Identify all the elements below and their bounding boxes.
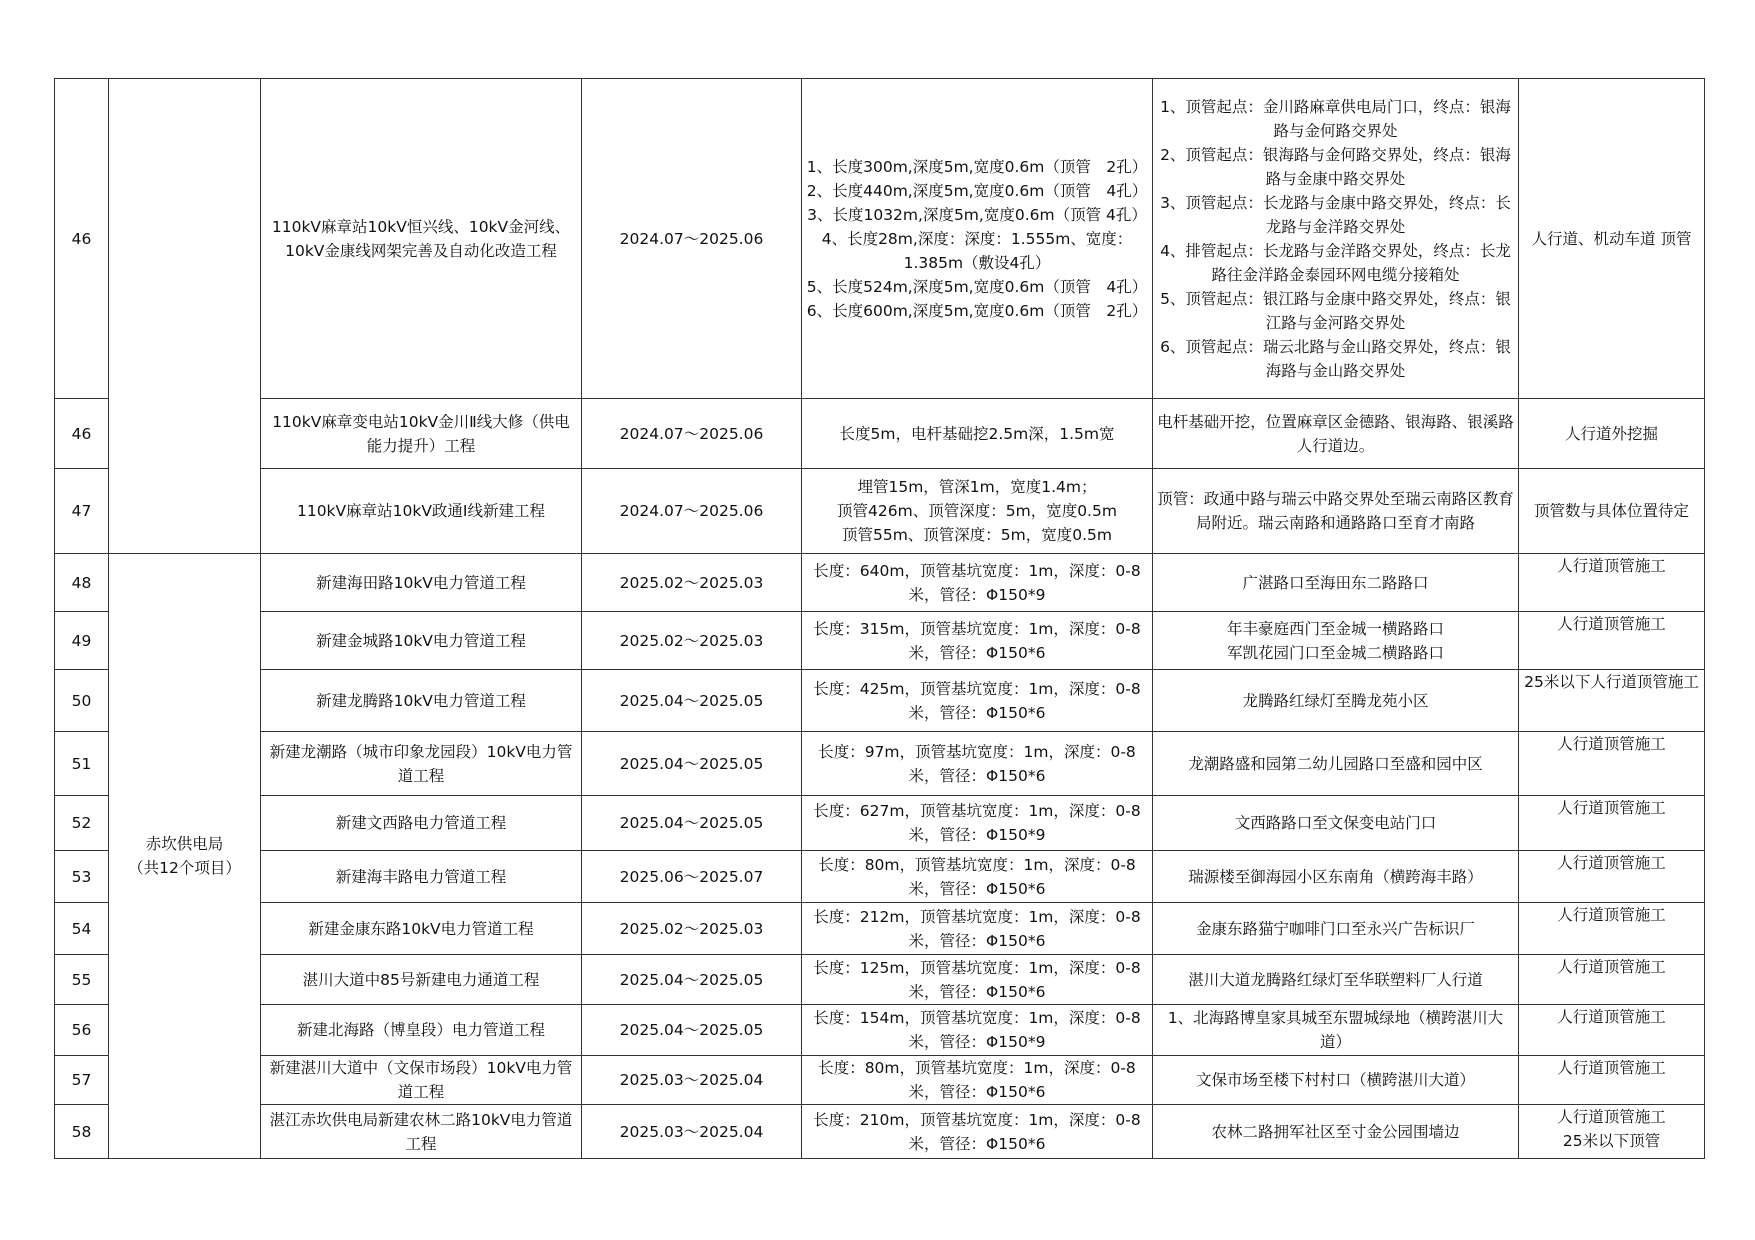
row-number: 55 <box>55 955 109 1005</box>
table-row <box>55 1105 1705 1159</box>
construction-location: 龙潮路盛和园第二幼儿园路口至盛和园中区 <box>1153 732 1519 796</box>
construction-location: 1、北海路博皇家具城至东盟城绿地（横跨湛川大道） <box>1153 1005 1519 1056</box>
row-number: 46 <box>55 399 109 469</box>
row-number: 57 <box>55 1056 109 1105</box>
project-name: 新建海田路10kV电力管道工程 <box>261 554 582 612</box>
table-row <box>55 670 1705 732</box>
unit-cell-continued <box>109 79 261 554</box>
project-name: 新建龙腾路10kV电力管道工程 <box>261 670 582 732</box>
project-name: 湛江赤坎供电局新建农林二路10kV电力管道工程 <box>261 1105 582 1159</box>
row-number: 58 <box>55 1105 109 1159</box>
construction-scale: 长度：627m，顶管基坑宽度：1m，深度：0-8米，管径：Φ150*9 <box>802 796 1153 851</box>
row-number: 50 <box>55 670 109 732</box>
construction-period: 2025.02～2025.03 <box>582 903 802 955</box>
table-row <box>55 851 1705 903</box>
construction-period: 2025.03～2025.04 <box>582 1056 802 1105</box>
construction-scale: 长度：210m，顶管基坑宽度：1m，深度：0-8米，管径：Φ150*6 <box>802 1105 1153 1159</box>
construction-scale: 长度：97m，顶管基坑宽度：1m，深度：0-8米，管径：Φ150*6 <box>802 732 1153 796</box>
construction-method: 人行道顶管施工 <box>1519 1056 1705 1105</box>
construction-location: 文保市场至楼下村村口（横跨湛川大道） <box>1153 1056 1519 1105</box>
construction-method: 人行道顶管施工 <box>1519 796 1705 851</box>
project-name: 110kV麻章站10kV政通Ⅰ线新建工程 <box>261 469 582 554</box>
construction-scale: 埋管15m，管深1m，宽度1.4m； 顶管426m、顶管深度：5m，宽度0.5m 顶管55m、顶管深度：5m，宽度0.5m <box>802 469 1153 554</box>
project-name: 新建北海路（博皇段）电力管道工程 <box>261 1005 582 1056</box>
construction-scale: 长度：154m，顶管基坑宽度：1m，深度：0-8米，管径：Φ150*9 <box>802 1005 1153 1056</box>
construction-period: 2025.04～2025.05 <box>582 955 802 1005</box>
table-row <box>55 79 1705 399</box>
construction-method: 25米以下人行道顶管施工 <box>1519 670 1705 732</box>
construction-scale: 1、长度300m,深度5m,宽度0.6m（顶管 2孔） 2、长度440m,深度5m,宽度0.6m（顶管 4孔） 3、长度1032m,深度5m,宽度0.6m（顶管 4孔） 4、长度28m,深度：深度：1.555m、宽度：1.385m（敷设4孔） 5、长度524m,深度5m,宽度0.6m（顶管 4孔） 6、长度600m,深度5m,宽度0.6m（顶管 2孔） <box>802 79 1153 399</box>
construction-method: 人行道顶管施工 <box>1519 1005 1705 1056</box>
construction-period: 2024.07～2025.06 <box>582 469 802 554</box>
construction-location: 顶管：政通中路与瑞云中路交界处至瑞云南路区教育局附近。瑞云南路和通路路口至育才南路 <box>1153 469 1519 554</box>
row-number: 49 <box>55 612 109 670</box>
project-name: 新建金康东路10kV电力管道工程 <box>261 903 582 955</box>
project-name: 新建金城路10kV电力管道工程 <box>261 612 582 670</box>
row-number: 47 <box>55 469 109 554</box>
row-number: 51 <box>55 732 109 796</box>
construction-method: 人行道外挖掘 <box>1519 399 1705 469</box>
construction-scale: 长度：80m，顶管基坑宽度：1m，深度：0-8米，管径：Φ150*6 <box>802 851 1153 903</box>
construction-method: 人行道顶管施工 <box>1519 732 1705 796</box>
construction-scale: 长度：425m，顶管基坑宽度：1m，深度：0-8米，管径：Φ150*6 <box>802 670 1153 732</box>
unit-group-label: 赤坎供电局 （共12个项目） <box>109 554 261 1159</box>
project-name: 110kV麻章变电站10kV金川Ⅱ线大修（供电能力提升）工程 <box>261 399 582 469</box>
project-name: 新建海丰路电力管道工程 <box>261 851 582 903</box>
table-row <box>55 903 1705 955</box>
construction-location: 湛川大道龙腾路红绿灯至华联塑料厂人行道 <box>1153 955 1519 1005</box>
table-row <box>55 469 1705 554</box>
construction-period: 2024.07～2025.06 <box>582 79 802 399</box>
construction-scale: 长度：212m，顶管基坑宽度：1m，深度：0-8米，管径：Φ150*6 <box>802 903 1153 955</box>
row-number: 53 <box>55 851 109 903</box>
construction-method: 顶管数与具体位置待定 <box>1519 469 1705 554</box>
construction-period: 2025.04～2025.05 <box>582 670 802 732</box>
construction-period: 2025.03～2025.04 <box>582 1105 802 1159</box>
project-name: 新建湛川大道中（文保市场段）10kV电力管道工程 <box>261 1056 582 1105</box>
project-table-body <box>55 79 1705 1159</box>
project-name: 新建龙潮路（城市印象龙园段）10kV电力管道工程 <box>261 732 582 796</box>
table-row <box>55 796 1705 851</box>
construction-location: 金康东路猫宁咖啡门口至永兴广告标识厂 <box>1153 903 1519 955</box>
table-row <box>55 612 1705 670</box>
project-name: 湛川大道中85号新建电力通道工程 <box>261 955 582 1005</box>
construction-location: 电杆基础开挖，位置麻章区金德路、银海路、银溪路人行道边。 <box>1153 399 1519 469</box>
project-name: 110kV麻章站10kV恒兴线、10kV金河线、10kV金康线网架完善及自动化改造工程 <box>261 79 582 399</box>
project-table <box>54 78 1705 1159</box>
construction-method: 人行道、机动车道 顶管 <box>1519 79 1705 399</box>
construction-scale: 长度：80m，顶管基坑宽度：1m，深度：0-8米，管径：Φ150*6 <box>802 1056 1153 1105</box>
construction-location: 1、顶管起点：金川路麻章供电局门口，终点：银海路与金何路交界处 2、顶管起点：银海路与金何路交界处，终点：银海路与金康中路交界处 3、顶管起点：长龙路与金康中路交界处，终点：长龙路与金洋路交界处 4、排管起点：长龙路与金洋路交界处，终点：长龙路往金洋路金泰园环网电缆分接箱处 5、顶管起点：银江路与金康中路交界处，终点：银江路与金河路交界处 6、顶管起点：瑞云北路与金山路交界处，终点：银海路与金山路交界处 <box>1153 79 1519 399</box>
construction-method: 人行道顶管施工 <box>1519 903 1705 955</box>
construction-method: 人行道顶管施工 <box>1519 612 1705 670</box>
construction-scale: 长度：640m，顶管基坑宽度：1m，深度：0-8米，管径：Φ150*9 <box>802 554 1153 612</box>
construction-scale: 长度：315m，顶管基坑宽度：1m，深度：0-8米，管径：Φ150*6 <box>802 612 1153 670</box>
row-number: 54 <box>55 903 109 955</box>
construction-method: 人行道顶管施工 <box>1519 851 1705 903</box>
table-row <box>55 732 1705 796</box>
construction-method: 人行道顶管施工 <box>1519 554 1705 612</box>
construction-location: 瑞源楼至御海园小区东南角（横跨海丰路） <box>1153 851 1519 903</box>
table-row <box>55 1005 1705 1056</box>
project-name: 新建文西路电力管道工程 <box>261 796 582 851</box>
table-row <box>55 399 1705 469</box>
construction-method: 人行道顶管施工 <box>1519 955 1705 1005</box>
construction-location: 年丰豪庭西门至金城一横路路口 军凯花园门口至金城二横路路口 <box>1153 612 1519 670</box>
construction-location: 农林二路拥军社区至寸金公园围墙边 <box>1153 1105 1519 1159</box>
table-row <box>55 955 1705 1005</box>
construction-location: 文西路路口至文保变电站门口 <box>1153 796 1519 851</box>
construction-period: 2025.02～2025.03 <box>582 554 802 612</box>
row-number: 56 <box>55 1005 109 1056</box>
row-number: 52 <box>55 796 109 851</box>
construction-scale: 长度5m，电杆基础挖2.5m深，1.5m宽 <box>802 399 1153 469</box>
construction-period: 2024.07～2025.06 <box>582 399 802 469</box>
construction-scale: 长度：125m，顶管基坑宽度：1m，深度：0-8米，管径：Φ150*6 <box>802 955 1153 1005</box>
construction-period: 2025.04～2025.05 <box>582 796 802 851</box>
construction-period: 2025.06～2025.07 <box>582 851 802 903</box>
row-number: 48 <box>55 554 109 612</box>
construction-period: 2025.04～2025.05 <box>582 1005 802 1056</box>
row-number: 46 <box>55 79 109 399</box>
construction-location: 龙腾路红绿灯至腾龙苑小区 <box>1153 670 1519 732</box>
construction-period: 2025.02～2025.03 <box>582 612 802 670</box>
table-row <box>55 1056 1705 1105</box>
construction-location: 广湛路口至海田东二路路口 <box>1153 554 1519 612</box>
table-row <box>55 554 1705 612</box>
construction-method: 人行道顶管施工 25米以下顶管 <box>1519 1105 1705 1159</box>
construction-period: 2025.04～2025.05 <box>582 732 802 796</box>
